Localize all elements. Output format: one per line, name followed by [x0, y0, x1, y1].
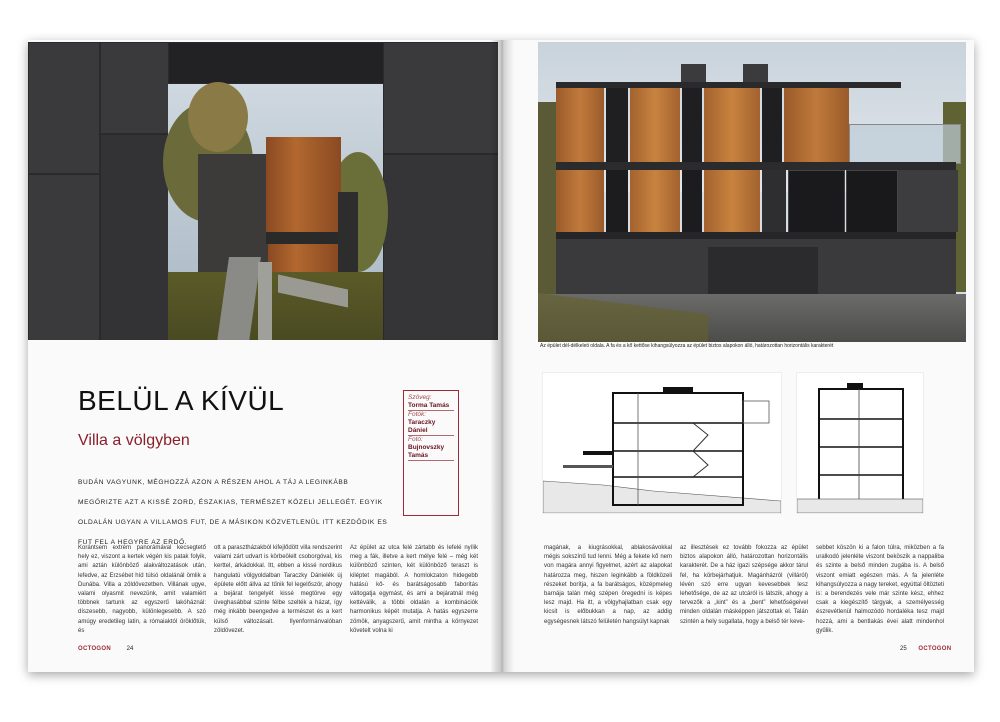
credit-role: Szöveg:	[408, 394, 432, 401]
credit-name: Torma Tamás	[408, 402, 454, 411]
credit-name: Bujnovszky Tamás	[408, 444, 454, 461]
magazine-spread	[28, 40, 974, 672]
right-page	[504, 40, 974, 672]
left-page	[28, 40, 498, 672]
magazine-brand: OCTOGON	[918, 646, 952, 652]
credits-box	[403, 390, 459, 516]
credit-role: Fotók:	[408, 411, 427, 418]
credit-name: Taraczky Dániel	[408, 419, 454, 436]
body-column: Korántsem extrém panorámával kecsegtető hely ez, viszont a kertek végén kis patak folyik, ami aztán különböző alakváltozatások után, lefedve, az Erzsébet híd túlsó oldalánál ömlik a Dunába. Villa a zöldövezetben. Villának ugye, valami olyasmit nevezünk, amit valamiért többnek tartunk az egyszerű lakóháznál: díszesebb, nagyobb, különlegesebb. A szó amúgy eredetileg latin, a rómaiaktól öröklőtük, és	[78, 545, 206, 634]
article-subtitle: Villa a völgyben	[78, 432, 190, 449]
body-column: az illesztések ez tovább fokozza az épület biztos alapokon álló, határozottan horizontális karakterét. De a ház igazi szépsége akkor tárul fel, ha körbejárhatjuk. Magánházról (villáról) lévén szó erre ugyan kevesebbek lesz lehetősége, de az az utcáról is látszik, ahogy a tervezők a „kint” és a „bent” lehetőségeivel minden oldalán másképpen játszottak el. Talán szintén a hely sugallata, hogy a belső tér keve-	[680, 545, 808, 625]
body-column: Az épület az utca felé zártabb és lefelé nyílik meg a fák, illetve a kert mélye felé – még két különböző szinten, két különböző teraszt is kiléptet magából. A homlokzaton hidegebb hatású kő- és barátságosabb faborítás váltogatja egymást, és ami a bejáratnál még kettéválik, a többi oldalán a kombinációk harmonikus képét mutatja. A hatás egyszerre zömök, anyagszerű, amit mintha a környezet követelt volna ki	[350, 545, 478, 634]
body-column: sebbet köszön ki a falon túlra, miközben a fa uralkodó jelenléte viszont beköszik a nappaliba és szinte a belső minden zugába is. A belső viszont emiatt egészen más. A fa jelenléte kihangsúlyozza a nagy tereket, egyúttal öltözteti is: a berendezés vele már szinte kész, ehhez csak a kiegészítő tárgyak, a személyesség észrevétlenül halmozódó hordaléka tesz majd hozzá, ami a bentlakás évei alatt mindenhol gyűlik.	[816, 545, 944, 634]
photo-caption: Az épület dél-délkeleti oldala. A fa és a kő kettőse kihangsúlyozza az épület biztos alapokon álló, határozottan horizontális karakterét	[540, 343, 834, 349]
article-lead: BUDÁN VAGYUNK, MÉGHOZZÁ AZON A RÉSZEN AHOL A TÁJ A LEGINKÁBB MEGŐRIZTE AZT A KISSÉ ZORD, ÉSZAKIAS, TERMÉSZET KÖZELI JELLEGÉT. EGYIK OLDALÁN UGYAN A VILLAMOS FUT, DE A MÁSIKON KÖZVETLENÜL ITT KEZDŐDIK ES FUT FEL A HEGYRE AZ ERDŐ.	[78, 479, 388, 546]
villa-entrance-photo	[28, 42, 498, 340]
right-folio	[900, 646, 951, 652]
left-folio	[78, 646, 133, 652]
body-column: magának, a kiugrásokkal, ablakosávokkal mégis sokszínű tud lenni. Még a fekete kő nem von magára annyi figyelmet, azért az alapokat határozza meg, hiszen leginkább a földközeli részeket borítja, a fa barátságos, középmeleg barnája talán még szépen öregedni is képes lesz majd. Ha itt, a völgyhajlatban csak egy kicsit is előbukkan a nap, az addig egységesnek látszó felületén hangsúlyt kapnak	[544, 545, 672, 625]
magazine-brand: OCTOGON	[78, 646, 111, 652]
villa-facade-photo	[538, 42, 966, 342]
credit-role: Fotó:	[408, 436, 423, 443]
article-title: BELÜL A KÍVÜL	[78, 385, 285, 416]
section-drawing-1	[542, 372, 782, 514]
page-number: 24	[126, 646, 134, 652]
page-number: 25	[900, 646, 907, 652]
section-drawing-2	[796, 372, 924, 514]
body-column: ott a parasztházakból kifejlődött villa rendszerint valami zárt udvart is körbeölelt csoborgóval, kis kerttel, árkádokkal. Itt, ebben a kissé nordikus hangulatú völgyoldalban Taraczky Dánielék új épülete előtt állva az tűnik fel legelőször, ahogy a bejárat tengelyét kissé megtörve egy üveghasábbal szinte félbe szelték a házat, így még inkább beengedve a természet és a kert külső változásait. Ilyenformánvalóban zöldövezet.	[214, 545, 342, 634]
